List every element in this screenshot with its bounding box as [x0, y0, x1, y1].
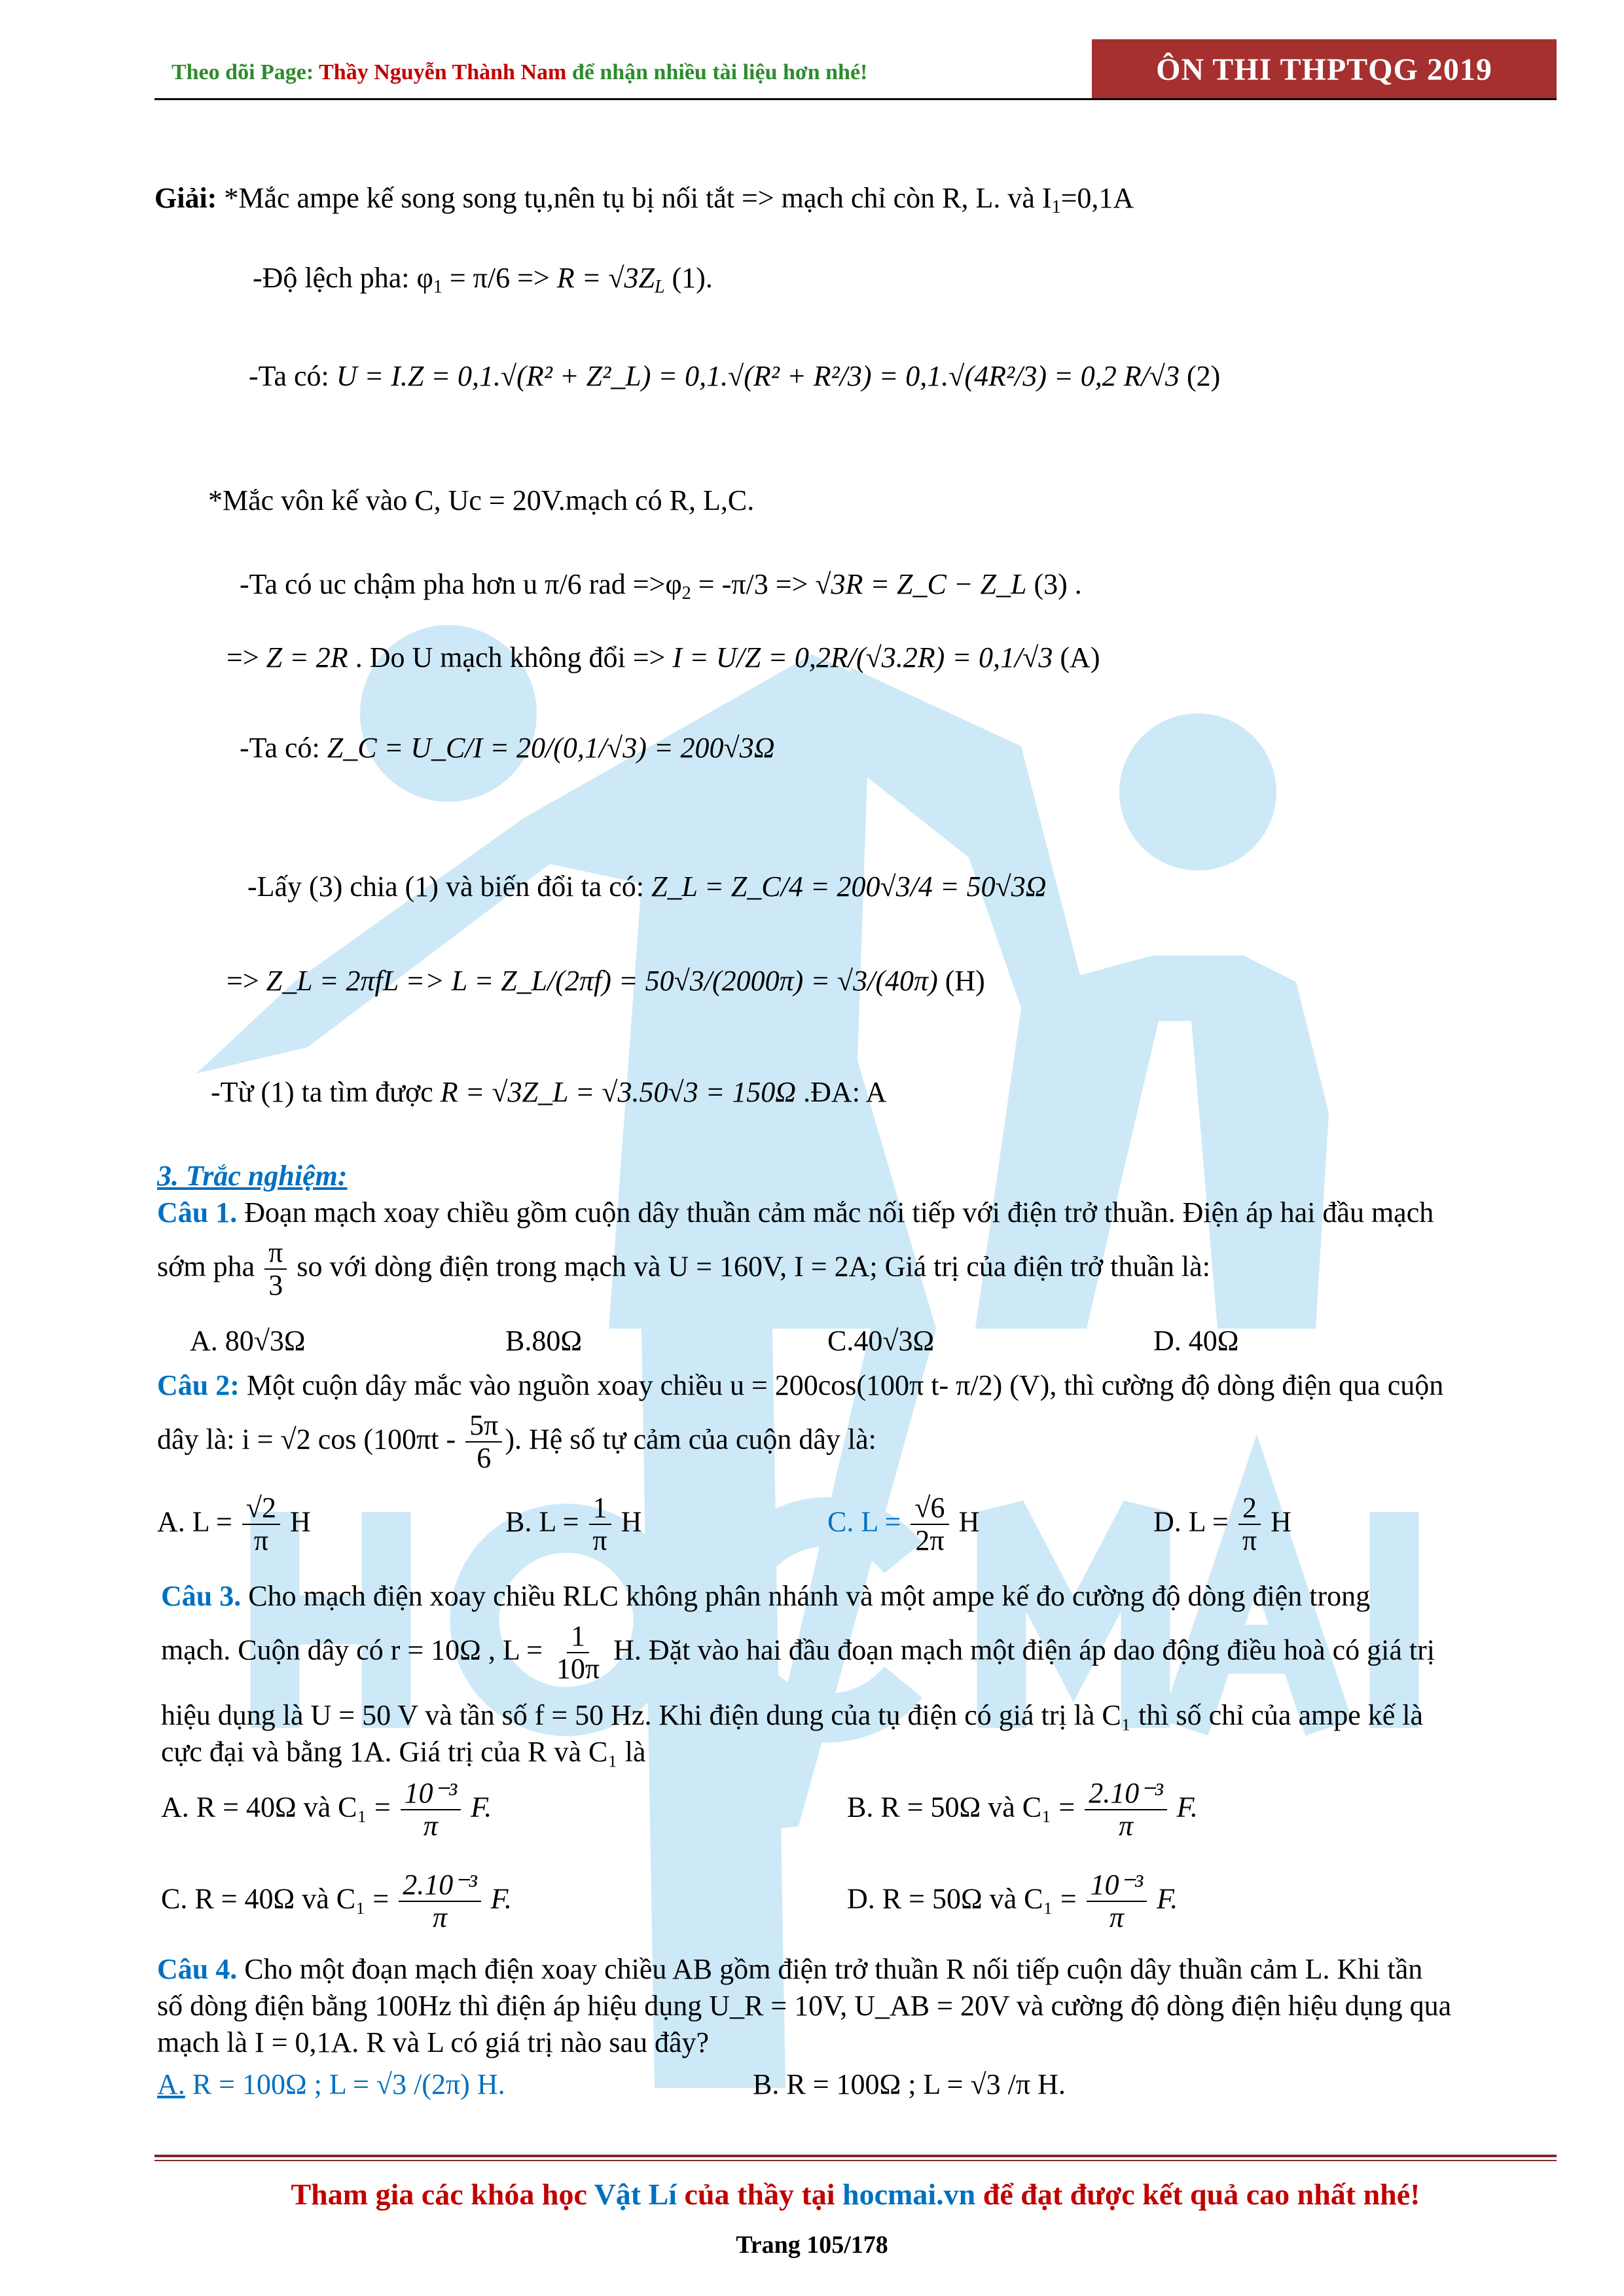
page-number: Trang 105/178: [736, 2231, 888, 2259]
q2-option-a: A. L = $\frac{√2}{\pi}$ H: [157, 1492, 311, 1557]
solution-line-4: *Mắc vôn kế vào C, Uc = 20V.mạch có R, L,C.: [208, 484, 755, 516]
q3-text-line-1: Câu 3. Cho mạch điện xoay chiều RLC không phân nhánh và một ampe kế đo cường độ dòng điện trong: [161, 1580, 1371, 1612]
q2-option-c: C. L = $\frac{√6}{2\pi}$ H: [827, 1492, 980, 1557]
q1-option-c: C.40√3Ω: [827, 1325, 935, 1357]
solution-line-3: -Ta có: U = I.Z = 0,1.√(R² + Z²_L) = 0,1.√(R² + R²/3) = 0,1.√(4R²/3) = 0,2 R/√3 (2): [249, 360, 1221, 392]
solution-line-5: -Ta có uc chậm pha hơn u π/6 rad $=>\varphi_2 = -\pi/3 => √3R$ = Z_C − Z_L (3) .: [240, 568, 1082, 603]
q3-text-line-4: cực đại và bằng 1A. Giá trị của R và C₁ là: [161, 1736, 646, 1768]
q1-text-line-2: sớm pha $\frac{\pi}{3}$ so với dòng điện trong mạch và U = 160V, I = 2A; Giá trị của điện trở thuần là:: [157, 1236, 1210, 1302]
q3-option-a: A. R = 40Ω và C₁ = $\frac{\text{10⁻³}}{\pi}$ F.: [161, 1777, 492, 1842]
header-exam-banner: ÔN THI THPTQG 2019: [1092, 39, 1557, 99]
solution-line-2: -Độ lệch pha: $\varphi_1 = \pi/6 => R = √3Z_L$ (1).: [253, 262, 713, 297]
header-divider: [154, 98, 1557, 100]
footer-divider-thick: [154, 2155, 1557, 2157]
q3-option-b: B. R = 50Ω và C₁ = $\frac{\text{2.10⁻³}}{\pi}$ F.: [847, 1777, 1198, 1842]
q2-text-line-1: Câu 2: Một cuộn dây mắc vào nguồn xoay chiều u = 200cos(100π t- π/2) (V), thì cường độ dòng điện qua cuộn: [157, 1369, 1444, 1401]
solution-line-1: Giải: *Mắc ampe kế song song tụ,nên tụ bị nối tắt => mạch chỉ còn R, L. và $I_1=0,1A$: [154, 182, 1134, 217]
q1-fraction: $\frac{\pi}{3}$: [264, 1237, 287, 1302]
q4-text-line-1: Câu 4. Cho một đoạn mạch điện xoay chiều AB gồm điện trở thuần R nối tiếp cuộn dây thuần cảm L. Khi tần: [157, 1953, 1423, 1985]
solution-line-6: => Z = 2R . Do U mạch không đổi => I = U/Z = 0,2R/(√3.2R) = 0,1/√3 (A): [226, 641, 1100, 673]
section-title: 3. Trắc nghiệm:: [157, 1160, 348, 1192]
q2-option-d: D. L = $\frac{2}{\pi}$ H: [1153, 1492, 1291, 1557]
footer-divider-thin: [154, 2160, 1557, 2161]
solution-line-9: => Z_L = 2πfL => L = Z_L/(2πf) = 50√3/(2000π) = √3/(40π) (H): [226, 965, 985, 997]
q3-fraction: $\frac{1}{10\pi}$: [556, 1620, 600, 1685]
watermark-head-right: [1119, 713, 1276, 870]
header-follow-text: Theo dõi Page: Thầy Nguyễn Thành Nam để nhận nhiều tài liệu hơn nhé!: [171, 60, 868, 84]
q2-option-b: B. L = $\frac{1}{\pi}$ H: [505, 1492, 642, 1557]
q2-fraction: $\frac{5\pi}{6}$: [465, 1410, 502, 1475]
q3-text-line-2: mạch. Cuộn dây có r = 10Ω , L = $\frac{1}{10\pi}$ H. Đặt vào hai đầu đoạn mạch một điện áp dao động điều hoà có giá trị: [161, 1620, 1435, 1685]
q2-text-line-2: dây là: i = √2 cos (100πt - $\frac{5\pi}{6}$ ). Hệ số tự cảm của cuộn dây là:: [157, 1409, 876, 1475]
q1-option-b: B.80Ω: [505, 1325, 583, 1357]
q3-option-c: C. R = 40Ω và C₁ = $\frac{\text{2.10⁻³}}{\pi}$ F.: [161, 1869, 512, 1934]
q4-text-line-3: mạch là I = 0,1A. R và L có giá trị nào sau đây?: [157, 2026, 710, 2058]
q4-text-line-2: số dòng điện bằng 100Hz thì điện áp hiệu dụng U_R = 10V, U_AB = 20V và cường độ dòng điện hiệu dụng qua: [157, 1990, 1452, 2022]
q1-option-a: A. 80√3Ω: [190, 1325, 306, 1357]
q4-option-b: B. R = 100Ω ; L = √3 /π H.: [753, 2068, 1066, 2100]
q3-text-line-3: hiệu dụng là U = 50 V và tần số f = 50 Hz. Khi điện dung của tụ điện có giá trị là C₁ thì số chỉ của ampe kế là: [161, 1699, 1424, 1731]
solution-line-7: -Ta có: Z_C = U_C/I = 20/(0,1/√3) = 200√3Ω: [240, 732, 775, 764]
solution-line-10: -Từ (1) ta tìm được R = √3Z_L = √3.50√3 = 150Ω .ĐA: A: [211, 1076, 887, 1108]
q1-option-d: D. 40Ω: [1153, 1325, 1239, 1357]
q1-text-line-1: Câu 1. Đoạn mạch xoay chiều gồm cuộn dây thuần cảm mắc nối tiếp với điện trở thuần. Điện áp hai đầu mạch: [157, 1196, 1434, 1229]
watermark-letter-m: [1001, 1512, 1146, 1728]
q4-option-a: A. R = 100Ω ; L = √3 /(2π) H.: [157, 2068, 505, 2100]
solution-line-8: -Lấy (3) chia (1) và biến đổi ta có: Z_L = Z_C/4 = 200√3/4 = 50√3Ω: [247, 870, 1047, 903]
footer-promo: Tham gia các khóa học Vật Lí của thầy tại hocmai.vn để đạt được kết quả cao nhất nhé!: [291, 2178, 1420, 2211]
q3-option-d: D. R = 50Ω và C₁ = $\frac{\text{10⁻³}}{\pi}$ F.: [847, 1869, 1178, 1934]
